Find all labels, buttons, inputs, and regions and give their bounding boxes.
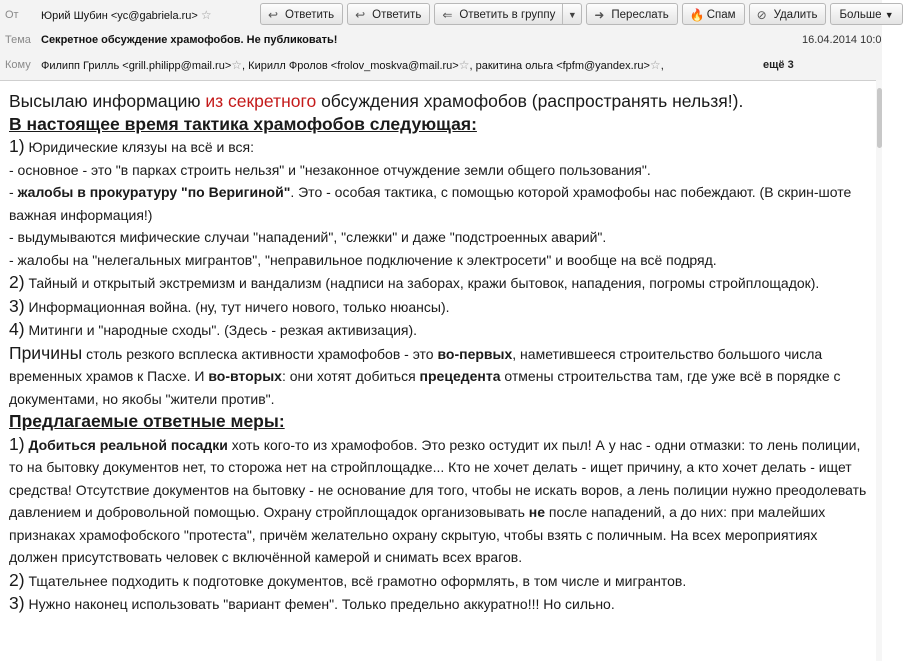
sender-address[interactable]: Юрий Шубин <yc@gabriela.ru> bbox=[41, 10, 198, 22]
reply-icon: ↩ bbox=[268, 8, 279, 22]
forward-icon: ➜ bbox=[594, 8, 605, 22]
reasons-paragraph bbox=[9, 342, 869, 411]
scrollbar-thumb[interactable] bbox=[877, 88, 882, 148]
tactic-3 bbox=[9, 295, 869, 319]
intro-red-text: из секретного bbox=[205, 91, 317, 111]
reasons-text: : они хотят добиться bbox=[281, 368, 420, 384]
reasons-text: отмены строительства там, где уже всё в порядке с документами, но якобы "жители против". bbox=[9, 368, 841, 407]
from-value[interactable] bbox=[41, 4, 212, 27]
reasons-text: , наметившееся строительство большого числа временных храмов к Пасхе. И bbox=[9, 345, 823, 384]
star-icon[interactable]: ☆ bbox=[458, 58, 470, 72]
forward-label: Переслать bbox=[611, 9, 669, 21]
toolbar bbox=[260, 3, 907, 27]
item-number: 2) bbox=[9, 569, 25, 590]
chevron-down-icon: ▼ bbox=[884, 10, 894, 20]
reply-sender-button[interactable] bbox=[260, 3, 343, 25]
subject-value: Секретное обсуждение храмофобов. Не публиковать! bbox=[41, 34, 338, 46]
to-label: Кому bbox=[5, 59, 31, 71]
recipients-list: Филипп Грилль <grill.philipp@mail.ru>☆, Кирилл Фролов <frolov_moskva@mail.ru>☆, ракитина ольга <fpfm@yandex.ru>☆, bbox=[41, 58, 664, 72]
item-text: Информационная война. (ну, тут ничего нового, только нюансы). bbox=[24, 298, 450, 315]
bold-text: во-вторых bbox=[208, 368, 282, 384]
measure-1 bbox=[9, 433, 869, 569]
recipient[interactable]: ракитина ольга <fpfm@yandex.ru> bbox=[475, 60, 650, 72]
to-row bbox=[0, 54, 882, 76]
item-text: Митинги и "народные сходы". (Здесь - резкая активизация). bbox=[24, 322, 418, 338]
chevron-down-icon[interactable]: ▼ bbox=[562, 4, 581, 24]
spam-label: Спам bbox=[706, 9, 736, 21]
flame-icon: 🔥 bbox=[689, 8, 705, 22]
star-icon[interactable]: ☆ bbox=[649, 58, 661, 72]
message-body bbox=[9, 90, 869, 616]
item-number: 3) bbox=[9, 593, 25, 613]
bold-text: во-первых bbox=[437, 345, 513, 362]
tactic-1 bbox=[9, 135, 869, 159]
bold-text: жалобы в прокуратуру "по Веригиной" bbox=[17, 184, 291, 200]
reply-label: Ответить bbox=[372, 9, 422, 21]
tactic-2 bbox=[9, 271, 869, 295]
reply-icon: ↩ bbox=[355, 8, 366, 22]
bold-text: прецедента bbox=[419, 368, 501, 384]
tactics-heading: В настоящее время тактика храмофобов следующая: bbox=[9, 113, 477, 134]
item-number: 4) bbox=[9, 319, 25, 339]
reply-sender-label: Ответить bbox=[285, 9, 335, 21]
more-recipients-link[interactable]: ещё 3 bbox=[763, 59, 794, 71]
item-text: Нужно наконец использовать "вариант фемен". Только предельно аккуратно!!! Но сильно. bbox=[24, 596, 615, 612]
bold-text: Добиться реальной посадки bbox=[28, 436, 228, 453]
reasons-text: столь резкого всплеска активности храмофобов - это bbox=[82, 345, 438, 362]
delete-label: Удалить bbox=[773, 9, 818, 21]
delete-icon: ⊘ bbox=[756, 8, 767, 22]
item-number: 1) bbox=[9, 136, 25, 156]
recipient[interactable]: Филипп Грилль <grill.philipp@mail.ru> bbox=[41, 60, 232, 72]
item-text: после нападений, а до них: при малейших признаках храмофобского "протеста", причём желательно охрану скрытую, чтобы взять с поличным. На всех мероприятиях должен присутствовать человек с включённой камерой и снимать всех врагов. bbox=[9, 504, 826, 565]
dash: - bbox=[9, 184, 18, 200]
star-icon[interactable]: ☆ bbox=[200, 8, 212, 22]
item-text: хоть кого-то из храмофобов. Это резко остудит их пыл! А у нас - одни отмазки: то лень полиции, то на бытовку документов нет, то сторожа нет на стройплощадке... Кто не хочет делать - ищет причину, а кто хочет делать - ищет средства! Отсутствие документов на бытовку - не основание для того, чтобы не искать воров, а лень полиции нужно преодолевать давлением и добровольной помощью. Охрану стройплощадок организовывать bbox=[9, 436, 867, 520]
tactic-1a: - основное - это "в парках строить нельзя" и "незаконное отчуждение земли общего пользования". bbox=[9, 161, 651, 178]
more-button[interactable] bbox=[830, 3, 902, 25]
from-label: От bbox=[5, 9, 19, 21]
more-label: Больше bbox=[839, 9, 882, 21]
tactic-1d: - жалобы на "нелегальных мигрантов", "неправильное подключение к электросети" и вообще на всё подряд. bbox=[9, 251, 717, 268]
tactic-1b bbox=[9, 181, 869, 226]
spam-button[interactable] bbox=[682, 3, 745, 25]
item-text: . Это - особая тактика, с помощью которой храмофобы нас побеждают. (В скрин-шоте важная информация!) bbox=[9, 184, 852, 223]
message-date: 16.04.2014 10:0 bbox=[802, 34, 882, 46]
item-text: Юридические клязуы на всё и вся: bbox=[24, 139, 254, 155]
intro-paragraph bbox=[9, 90, 869, 113]
delete-button[interactable] bbox=[749, 3, 827, 25]
reasons-lead: Причины bbox=[9, 342, 83, 363]
intro-text-end: обсуждения храмофобов (распространять нельзя!). bbox=[316, 91, 744, 111]
item-number: 1) bbox=[9, 433, 25, 454]
item-number: 3) bbox=[9, 295, 25, 316]
forward-button[interactable] bbox=[586, 3, 677, 25]
bold-text: не bbox=[528, 504, 546, 520]
measures-heading: Предлагаемые ответные меры: bbox=[9, 411, 285, 431]
tactic-4 bbox=[9, 318, 869, 342]
message-header bbox=[0, 0, 894, 81]
recipient[interactable]: Кирилл Фролов <frolov_moskva@mail.ru> bbox=[248, 60, 459, 72]
intro-text: Высылаю информацию bbox=[9, 91, 206, 111]
reply-all-icon: ⇐ bbox=[442, 8, 453, 22]
star-icon[interactable]: ☆ bbox=[231, 58, 243, 72]
reply-group-label: Ответить в группу bbox=[459, 9, 556, 21]
tactic-1c: - выдумываются мифические случаи "нападений", "слежки" и даже "подстроенных аварий". bbox=[9, 229, 607, 245]
scrollbar[interactable] bbox=[876, 80, 882, 661]
item-text: Тщательнее подходить к подготовке документов, всё грамотно оформлять, в том числе и мигрантов. bbox=[24, 572, 687, 589]
measure-2 bbox=[9, 569, 869, 593]
reply-group-button[interactable] bbox=[434, 3, 582, 25]
item-number: 2) bbox=[9, 272, 25, 292]
reply-button[interactable] bbox=[347, 3, 430, 25]
measure-3 bbox=[9, 592, 869, 616]
item-text: Тайный и открытый экстремизм и вандализм (надписи на заборах, кражи бытовок, нападения, погромы стройплощадок). bbox=[24, 275, 820, 291]
subject-row bbox=[0, 29, 882, 51]
subject-label: Тема bbox=[5, 34, 31, 46]
